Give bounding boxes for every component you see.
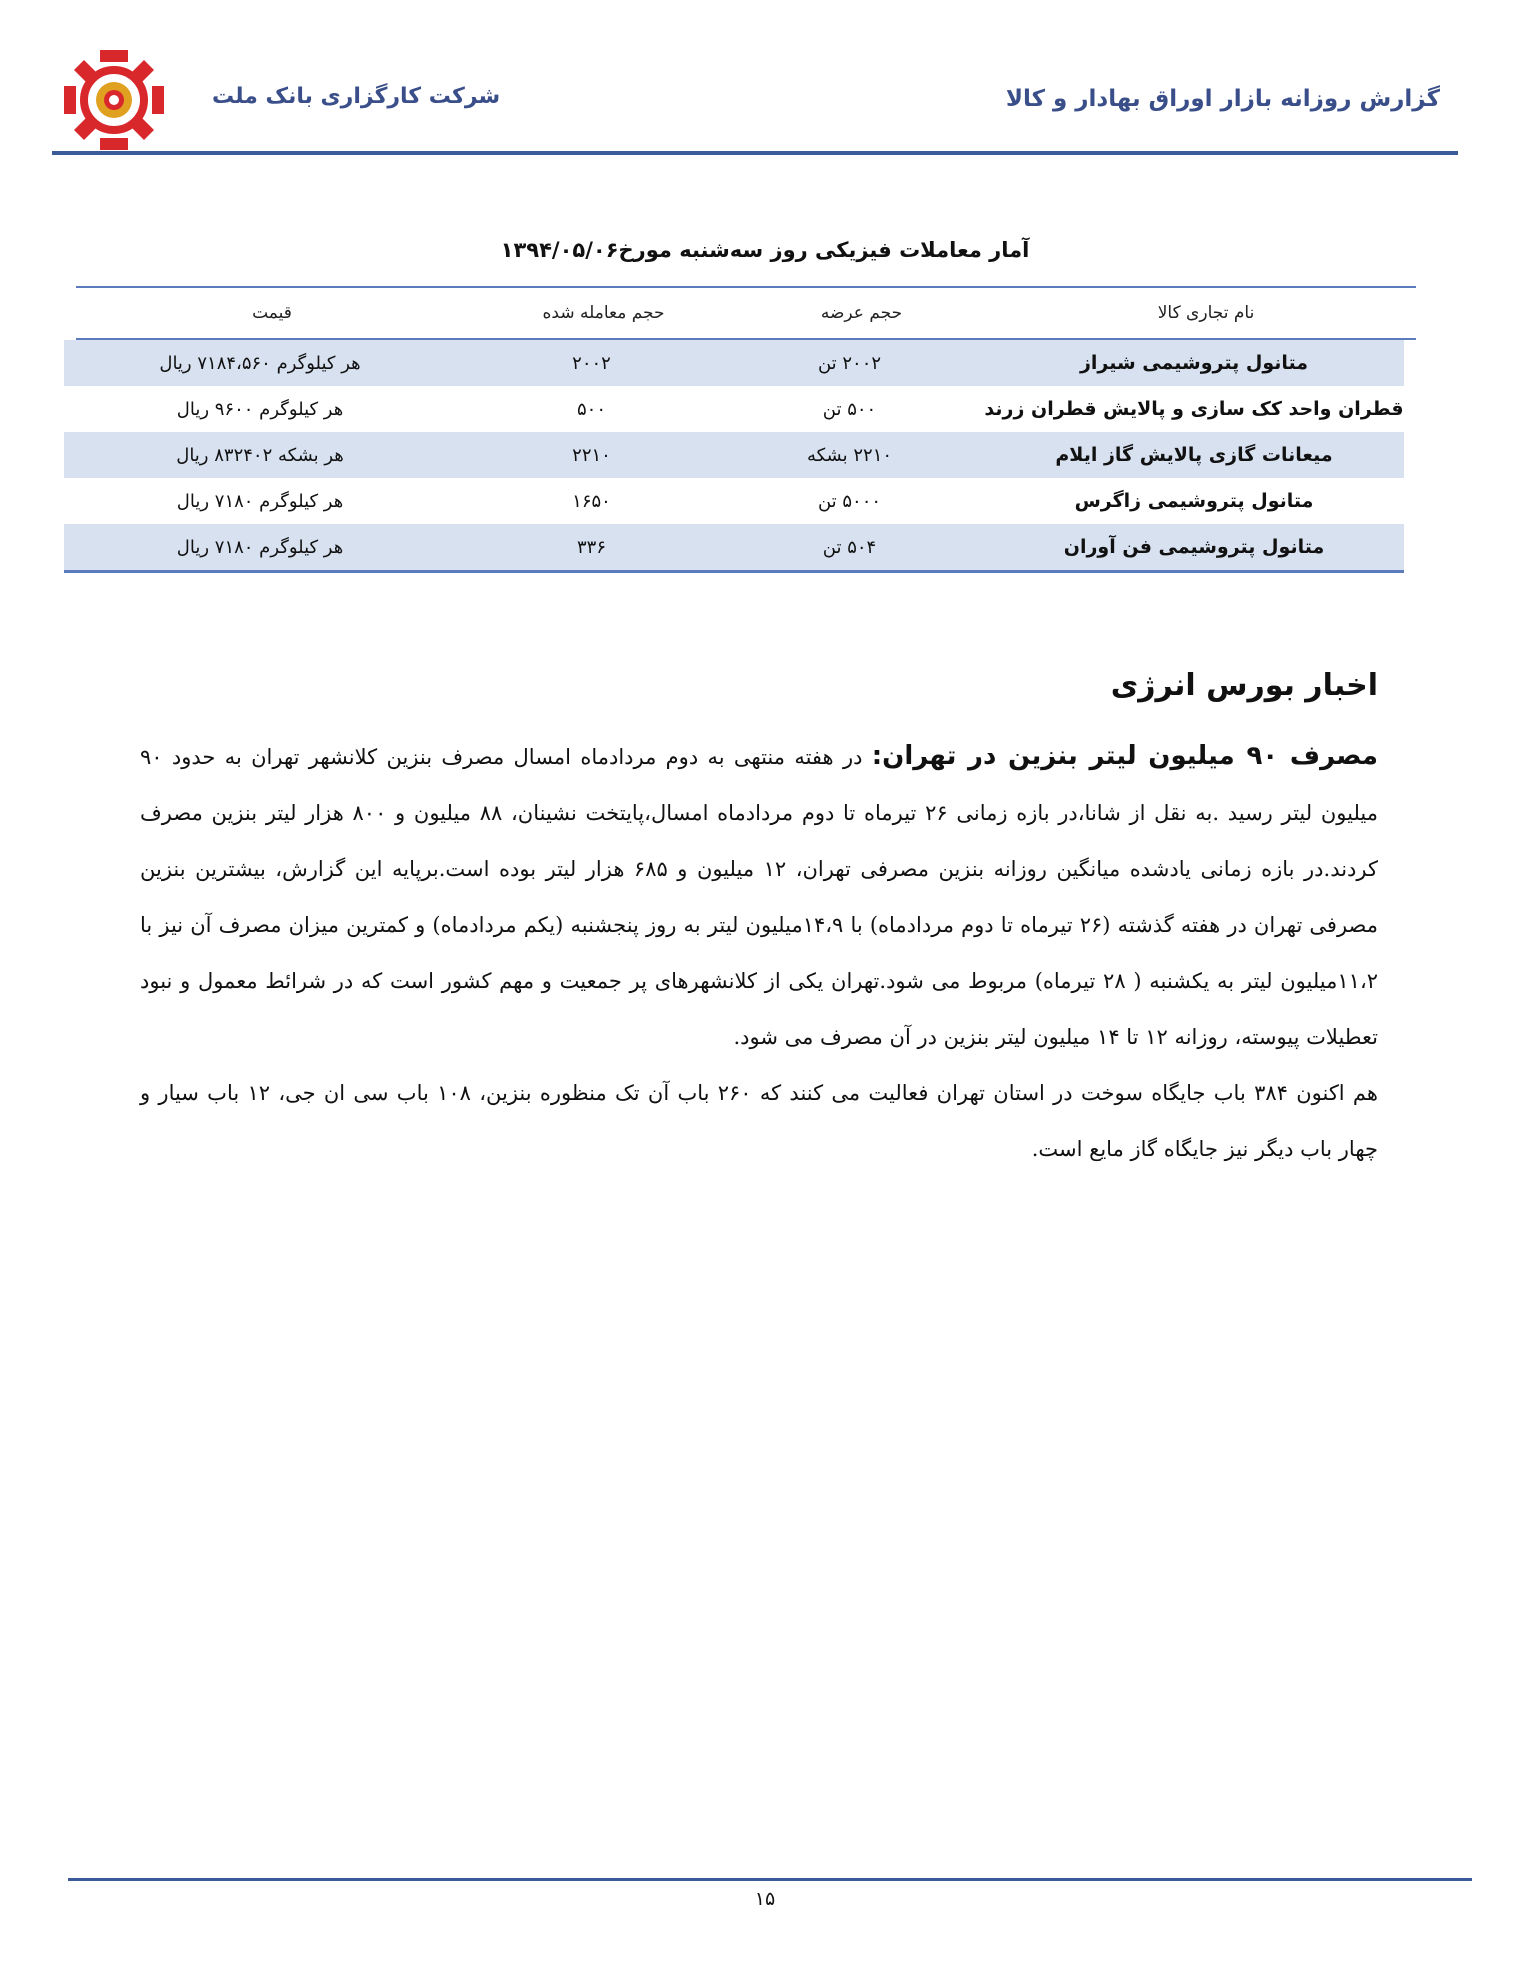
row-name: قطران واحد کک سازی و پالایش قطران زرند [984, 398, 1404, 420]
table-row [64, 478, 1404, 524]
table-caption: آمار معاملات فیزیکی روز سه‌شنبه مورخ۱۳۹۴/۰۵/۰۶ [500, 238, 1030, 262]
row-price: هر بشکه ۸۳۲۴۰۲ ریال [176, 444, 344, 466]
row-price: هر کیلوگرم ۷۱۸۰ ریال [176, 536, 344, 558]
bank-mellat-logo-icon [62, 48, 166, 152]
row-volume: ۵۰۰ [577, 398, 607, 420]
row-volume: ۳۳۶ [577, 536, 607, 558]
table-row [64, 524, 1404, 570]
news-paragraph [140, 728, 1378, 1065]
table-row [64, 432, 1404, 478]
news-paragraph-text: در هفته منتهی به دوم مردادماه امسال مصرف بنزین کلانشهر تهران به حدود ۹۰ میلیون لیتر رسید .به نقل از شانا،در بازه زمانی ۲۶ تیرماه تا دوم مردادماه امسال،پایتخت نشینان، ۸۸ میلیون و ۸۰۰ هزار لیتر بنزین مصرف کردند.در بازه زمانی یادشده میانگین روزانه بنزین مصرفی تهران، ۱۲ میلیون و ۶۸۵ هزار لیتر بوده است.برپایه این گزارش، بیشترین بنزین مصرفی تهران در هفته گذشته (۲۶ تیرماه تا دوم مردادماه) با ۱۴،۹میلیون لیتر به روز پنجشنبه (یکم مردادماه) و کمترین میزان مصرف آن نیز با ۱۱،۲میلیون لیتر به یکشنبه ( ۲۸ تیرماه) مربوط می شود.تهران یکی از کلانشهرهای پر جمعیت و مهم کشور است که در شرائط معمول و نبود تعطیلات پیوسته، روزانه ۱۲ تا ۱۴ میلیون لیتر بنزین در آن مصرف می شود. [140, 745, 1379, 1049]
row-offer: ۲۲۱۰ بشکه [806, 444, 893, 466]
row-offer: ۵۰۰۰ تن [817, 490, 882, 512]
row-volume: ۲۰۰۲ [572, 352, 611, 374]
table-row [64, 386, 1404, 432]
footer-divider [68, 1878, 1472, 1881]
row-price: هر کیلوگرم ۷۱۸۰ ریال [176, 490, 344, 512]
row-name: متانول پتروشیمی زاگرس [1074, 490, 1314, 512]
company-name: شرکت کارگزاری بانک ملت [212, 84, 501, 109]
table-header-row [76, 286, 1416, 340]
news-lead: مصرف ۹۰ میلیون لیتر بنزین در تهران: [871, 741, 1378, 771]
news-heading: اخبار بورس انرژی [1110, 668, 1378, 703]
row-name: متانول پتروشیمی شیراز [1079, 352, 1309, 374]
table-bottom-border [64, 570, 1404, 573]
news-article [140, 728, 1378, 1177]
table-row [64, 340, 1404, 386]
column-header-name: نام تجاری کالا [1157, 303, 1255, 323]
row-offer: ۵۰۴ تن [822, 536, 877, 558]
row-volume: ۱۶۵۰ [572, 490, 611, 512]
column-header-volume: حجم معامله شده [542, 303, 665, 323]
header-divider [52, 151, 1458, 155]
column-header-price: قیمت [252, 303, 292, 323]
physical-trades-table [64, 286, 1404, 573]
row-price: هر کیلوگرم ۹۶۰۰ ریال [176, 398, 344, 420]
row-volume: ۲۲۱۰ [572, 444, 611, 466]
row-offer: ۲۰۰۲ تن [817, 352, 882, 374]
row-price: هر کیلوگرم ۷۱۸۴،۵۶۰ ریال [159, 352, 361, 374]
row-name: میعانات گازی پالایش گاز ایلام [1055, 444, 1333, 466]
report-title: گزارش روزانه بازار اوراق بهادار و کالا [1005, 86, 1440, 112]
row-offer: ۵۰۰ تن [822, 398, 877, 420]
page-number: ۱۵ [754, 1888, 776, 1910]
column-header-offer: حجم عرضه [820, 303, 903, 323]
news-paragraph: هم اکنون ۳۸۴ باب جایگاه سوخت در استان تهران فعالیت می کنند که ۲۶۰ باب آن تک منظوره بنزین، ۱۰۸ باب سی ان جی، ۱۲ باب سیار و چهار باب دیگر نیز جایگاه گاز مایع است. [140, 1081, 1378, 1161]
row-name: متانول پتروشیمی فن آوران [1063, 536, 1325, 558]
